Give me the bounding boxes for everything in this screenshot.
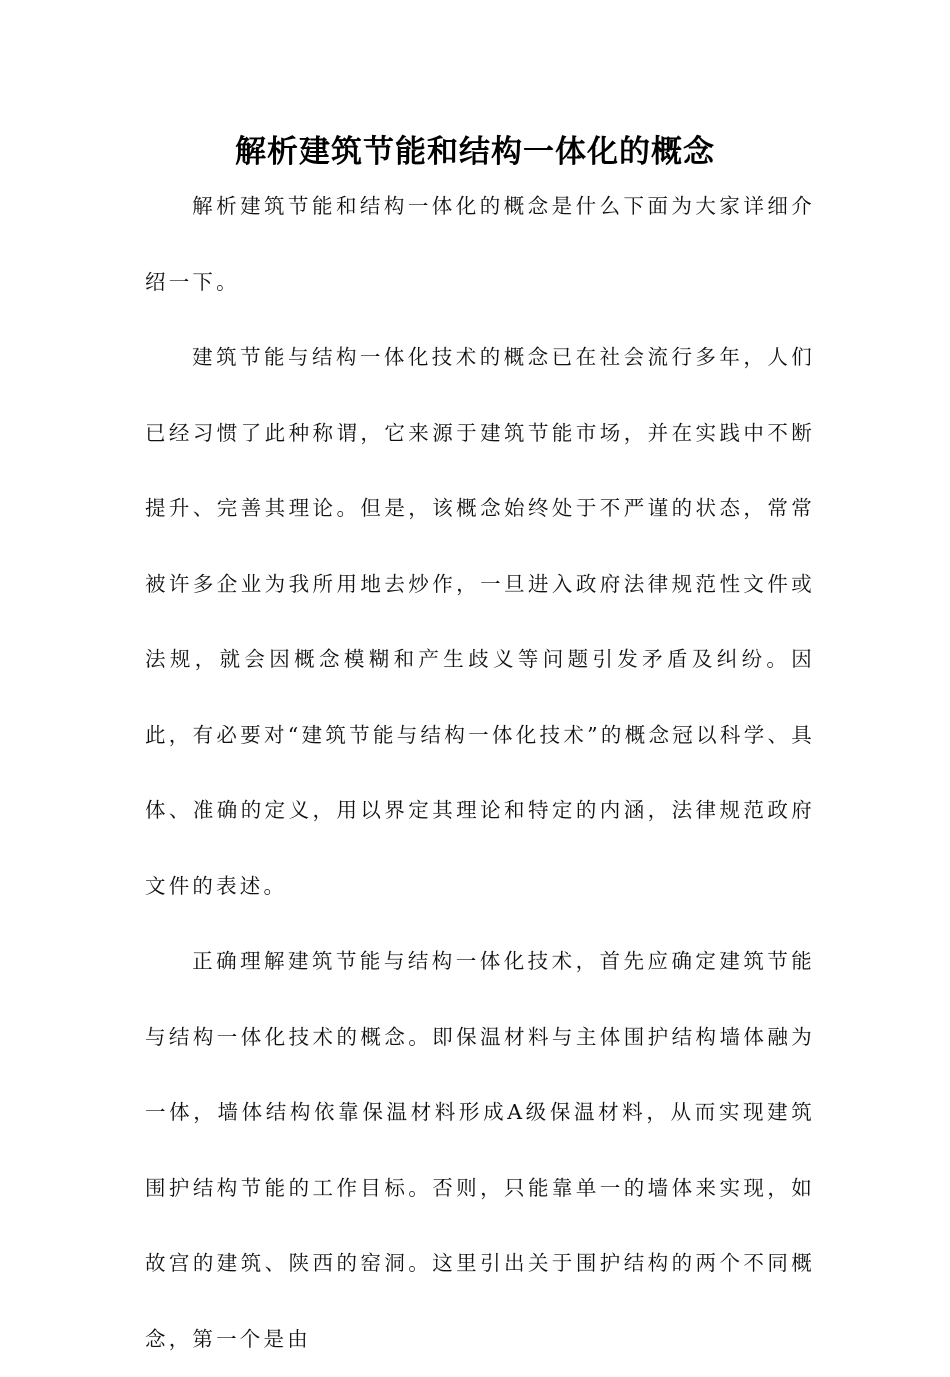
document-body	[145, 169, 815, 1377]
paragraph-intro: 解析建筑节能和结构一体化的概念是什么下面为大家详细介绍一下。	[145, 194, 815, 294]
paragraph-understanding: 正确理解建筑节能与结构一体化技术，首先应确定建筑节能与结构一体化技术的概念。即保温材料与主体围护结构墙体融为一体，墙体结构依靠保温材料形成A级保温材料，从而实现建筑围护结构节能的工作目标。否则，只能靠单一的墙体来实现，如故宫的建筑、陕西的窑洞。这里引出关于围护结构的两个不同概念，第一个是由	[145, 949, 815, 1351]
document-title: 解析建筑节能和结构一体化的概念	[235, 134, 715, 170]
paragraph-concept: 建筑节能与结构一体化技术的概念已在社会流行多年，人们已经习惯了此种称谓，它来源于建筑节能市场，并在实践中不断提升、完善其理论。但是，该概念始终处于不严谨的状态，常常被许多企业为我所用地去炒作，一旦进入政府法律规范性文件或法规，就会因概念模糊和产生歧义等问题引发矛盾及纠纷。因此，有必要对“建筑节能与结构一体化技术”的概念冠以科学、具体、准确的定义，用以界定其理论和特定的内涵，法律规范政府文件的表述。	[145, 345, 815, 898]
